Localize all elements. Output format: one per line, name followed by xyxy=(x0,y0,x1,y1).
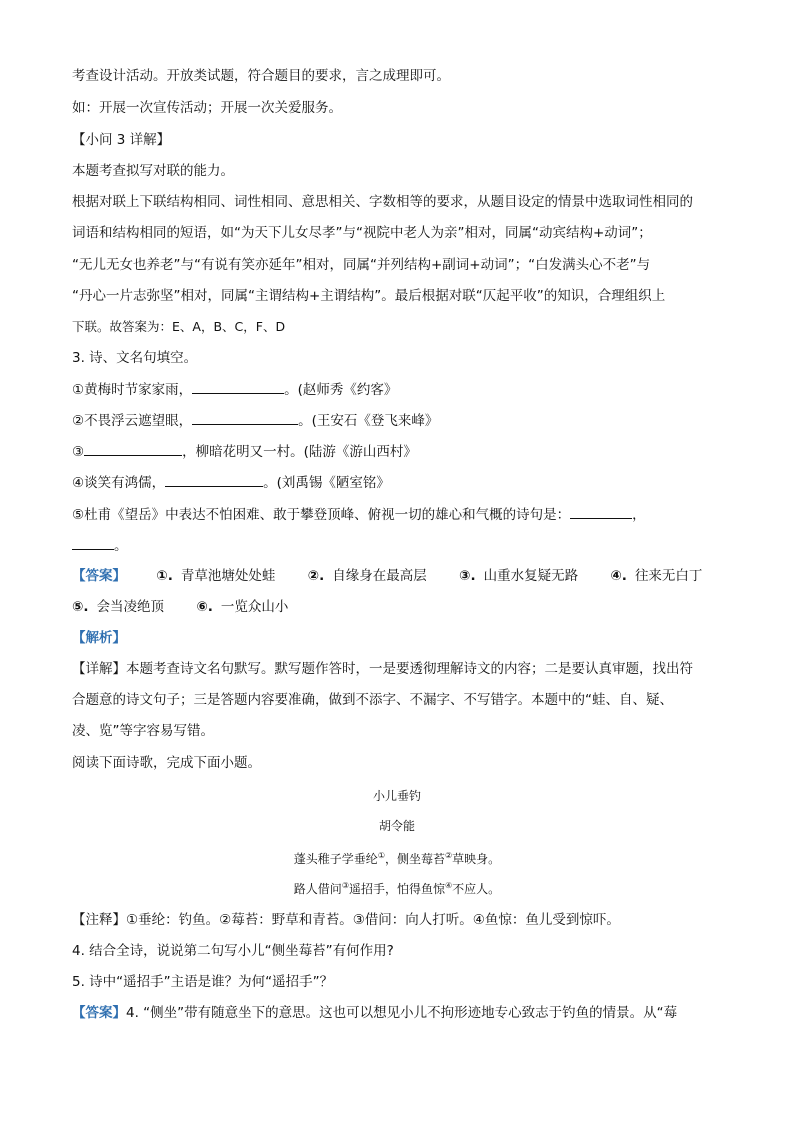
section-header: 【小问 3 详解】 xyxy=(72,132,171,148)
answer-item: ④. 往来无白丁 xyxy=(610,568,703,584)
fill-item-4 xyxy=(72,472,390,493)
fill-text: 。 xyxy=(114,538,128,554)
fill-text: ④谈笑有鸿儒， xyxy=(72,475,166,491)
answer-item: ③. 山重水复疑无路 xyxy=(459,568,579,584)
fill-item-5-cont xyxy=(72,535,128,556)
question-title: 3. 诗、文名句填空。 xyxy=(72,350,198,366)
answer-item: ⑤. 会当凌绝顶 xyxy=(72,599,165,615)
text-line: 合题意的诗文句子；三是答题内容要准确，做到不添字、不漏字、不写错字。本题中的“蛙、自、疑、 xyxy=(72,692,673,708)
fill-item-5 xyxy=(72,504,646,525)
text-line: 根据对联上下联结构相同、词性相同、意思相关、字数相等的要求，从题目设定的情景中选取词性相同的 xyxy=(72,194,693,210)
reading-intro: 阅读下面诗歌，完成下面小题。 xyxy=(72,755,261,771)
answer-blank[interactable] xyxy=(84,441,182,456)
text-line: “无儿无女也养老”与“有说有笑亦延年”相对，同属“并列结构+副词+动词”；“白发满头心不老”与 xyxy=(72,257,651,273)
text-line: 【详解】本题考查诗文名句默写。默写题作答时，一是要透彻理解诗文的内容；二是要认真审题，找出符 xyxy=(72,661,693,677)
answer-blank[interactable] xyxy=(72,535,114,550)
poem-line-2: 路人借问③遥招手，怕得鱼惊④不应人。 xyxy=(293,881,501,896)
answer-blank[interactable] xyxy=(192,379,284,394)
poem-notes: 【注释】①垂纶：钓鱼。②莓苔：野草和青苔。③借问：向人打听。④鱼惊：鱼儿受到惊吓。 xyxy=(72,912,620,928)
fill-text: ①黄梅时节家家雨， xyxy=(72,382,193,398)
text-line: 如：开展一次宣传活动；开展一次关爱服务。 xyxy=(72,100,342,116)
answer-row-3 xyxy=(72,1003,677,1023)
answer-item: ⑥. 一览众山小 xyxy=(196,599,289,615)
text-line: 下联。故答案为：E、A，B、C，F、D xyxy=(72,319,286,334)
answer-item: ②. 自缘身在最高层 xyxy=(307,568,427,584)
analysis-tag: 【解析】 xyxy=(72,630,126,646)
answer-tag: 【答案】 xyxy=(72,568,126,584)
poem-line-1: 蓬头稚子学垂纶①，侧坐莓苔②草映身。 xyxy=(293,851,501,866)
fill-text: ，柳暗花明又一村。(陆游《游山西村》 xyxy=(182,444,417,460)
text-line: 凌、览”等字容易写错。 xyxy=(72,723,214,739)
answer-blank[interactable] xyxy=(570,504,632,519)
answer-text: 4. “侧坐”带有随意坐下的意思。这也可以想见小儿不拘形迹地专心致志于钓鱼的情景。从“莓 xyxy=(126,1005,678,1021)
poem-author: 胡令能 xyxy=(378,819,415,833)
answer-item: ①. 青草池塘处处蛙 xyxy=(156,568,276,584)
fill-item-3 xyxy=(72,441,417,462)
answer-row-2 xyxy=(72,597,316,617)
fill-text: 。(赵师秀《约客》 xyxy=(284,382,398,398)
answer-tag: 【答案】 xyxy=(72,1005,126,1021)
text-line: 词语和结构相同的短语，如“为天下儿女尽孝”与“视院中老人为亲”相对，同属“动宾结构+动词”； xyxy=(72,225,652,241)
text-line: “丹心一片志弥坚”相对，同属“主谓结构+主谓结构”。最后根据对联“仄起平收”的知识，合理组织上 xyxy=(72,288,666,304)
question-5: 5. 诗中“遥招手”主语是谁？为何“遥招手”？ xyxy=(72,974,334,990)
text-line: 本题考查拟写对联的能力。 xyxy=(72,163,234,179)
text-line: 考查设计活动。开放类试题，符合题目的要求，言之成理即可。 xyxy=(72,68,450,84)
answer-row-1 xyxy=(72,566,702,586)
answer-blank[interactable] xyxy=(165,472,263,487)
fill-text: 。(刘禹锡《陋室铭》 xyxy=(263,475,390,491)
fill-text: 。(王安石《登飞来峰》 xyxy=(298,413,439,429)
poem-title: 小儿垂钓 xyxy=(372,789,421,803)
fill-item-2 xyxy=(72,410,438,431)
fill-item-1 xyxy=(72,379,397,400)
fill-text: ， xyxy=(632,507,646,523)
question-4: 4. 结合全诗，说说第二句写小儿“侧坐莓苔”有何作用? xyxy=(72,943,394,959)
fill-text: ⑤杜甫《望岳》中表达不怕困难、敢于攀登顶峰、俯视一切的雄心和气概的诗句是： xyxy=(72,507,571,523)
fill-text: ②不畏浮云遮望眼， xyxy=(72,413,193,429)
answer-blank[interactable] xyxy=(192,410,298,425)
fill-text: ③ xyxy=(72,444,85,460)
